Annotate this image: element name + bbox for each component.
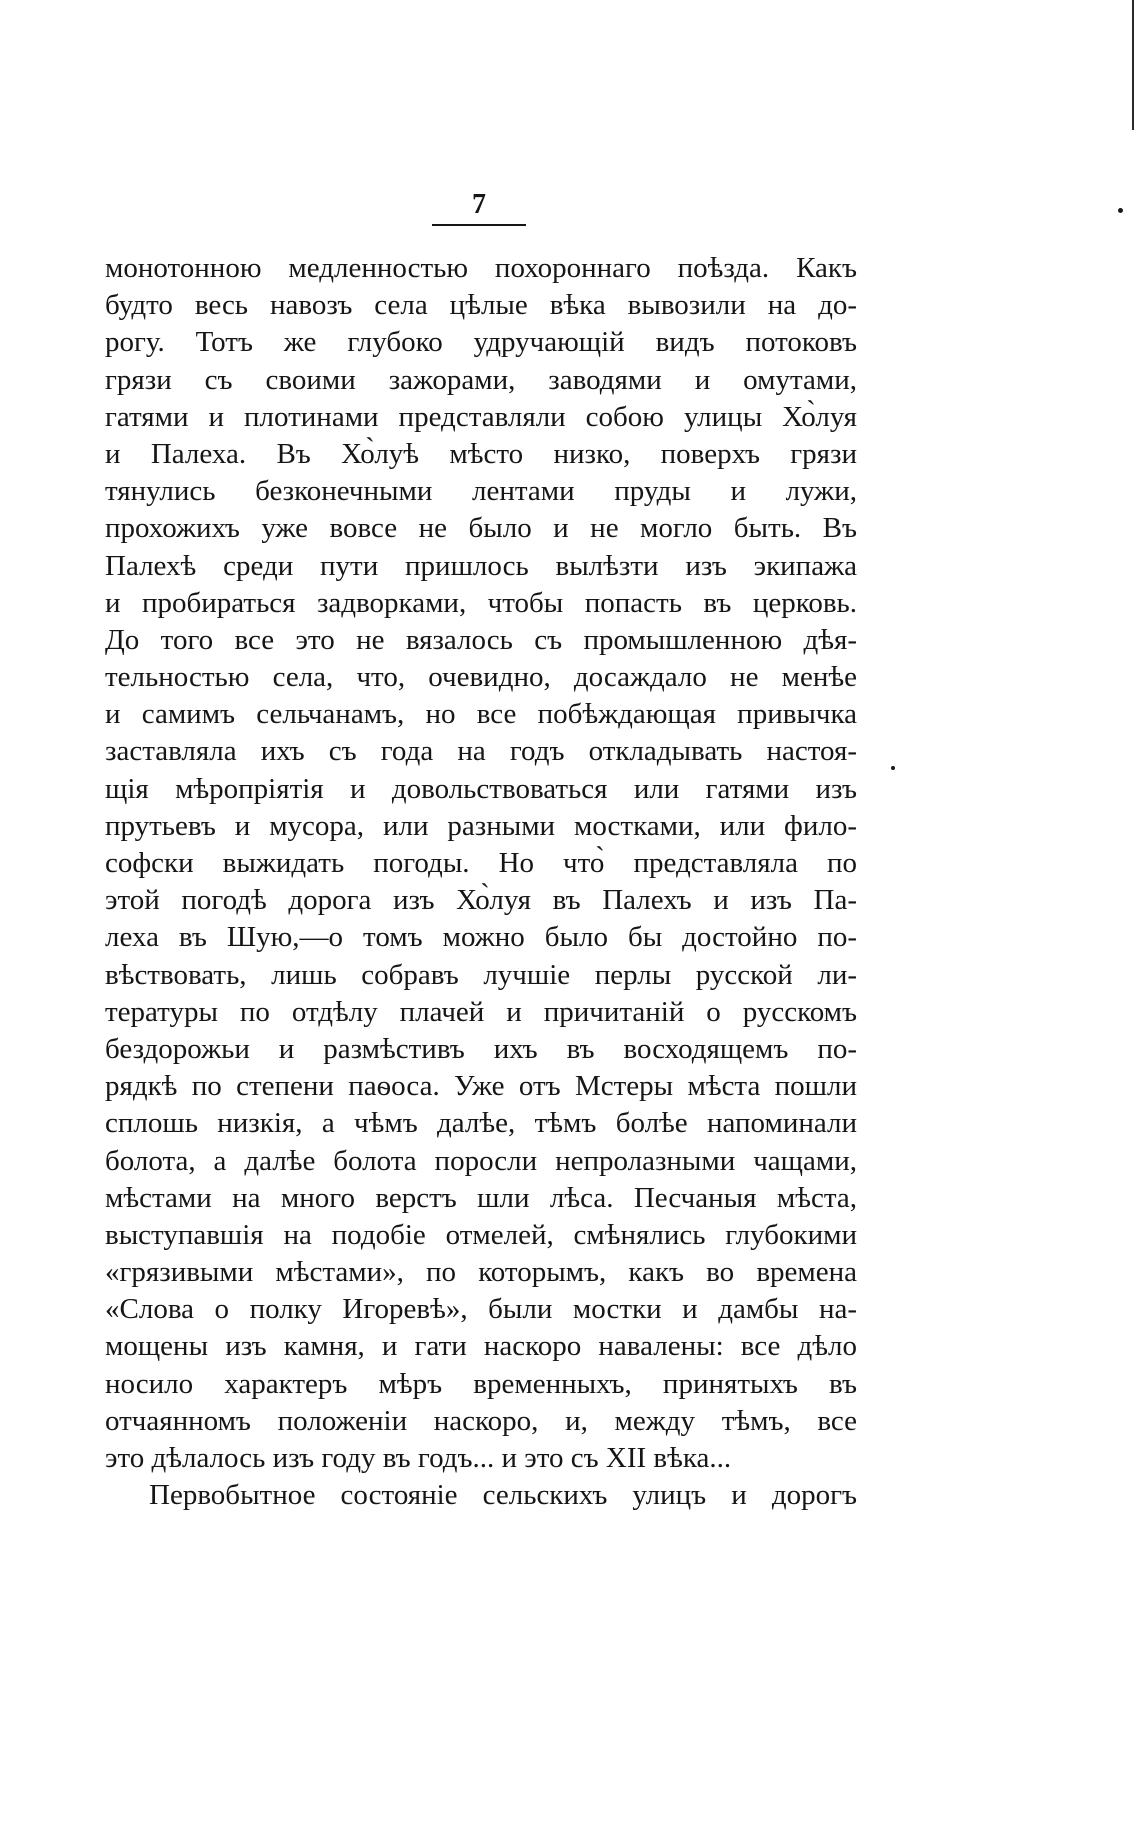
text-line: и Палеха. Въ Хо̀луѣ мѣсто низко, поверхъ грязи bbox=[105, 437, 857, 470]
text-line: сплошь низкія, а чѣмъ далѣе, тѣмъ болѣе напоминали bbox=[105, 1107, 857, 1140]
text-line: мѣстами на много верстъ шли лѣса. Песчаныя мѣста, bbox=[105, 1181, 857, 1214]
text-line: «Слова о полку Игоревѣ», были мостки и дамбы на- bbox=[105, 1293, 857, 1326]
text-line: рядкѣ по степени паѳоса. Уже отъ Мстеры мѣста пошли bbox=[105, 1070, 857, 1103]
text-line: этой погодѣ дорога изъ Хо̀луя въ Палехъ и изъ Па- bbox=[105, 884, 857, 917]
text-line: гатями и плотинами представляли собою улицы Хо̀луя bbox=[105, 400, 857, 433]
text-line: будто весь навозъ села цѣлые вѣка вывозили на до- bbox=[105, 289, 857, 322]
text-line: и пробираться задворками, чтобы попасть въ церковь. bbox=[105, 586, 857, 619]
page-number: 7 bbox=[472, 189, 486, 220]
scan-speck bbox=[891, 766, 895, 770]
text-line: рогу. Тотъ же глубоко удручающій видъ потоковъ bbox=[105, 326, 857, 359]
text-line: вѣствовать, лишь собравъ лучшіе перлы русской ли- bbox=[105, 958, 857, 991]
text-line: отчаянномъ положеніи наскоро, и, между тѣмъ, все bbox=[105, 1404, 857, 1437]
text-line: леха въ Шую,—о томъ можно было бы достойно по- bbox=[105, 921, 857, 954]
text-line: Палехѣ среди пути пришлось вылѣзти изъ экипажа bbox=[105, 549, 857, 582]
text-line: «грязивыми мѣстами», по которымъ, какъ во времена bbox=[105, 1256, 857, 1289]
text-line: монотонною медленностью похороннаго поѣзда. Какъ bbox=[105, 252, 857, 284]
text-line: тературы по отдѣлу плачей и причитаній о русскомъ bbox=[105, 995, 857, 1028]
text-line: До того все это не вязалось съ промышленною дѣя- bbox=[105, 623, 857, 656]
text-line: прохожихъ уже вовсе не было и не могло быть. Въ bbox=[105, 512, 857, 545]
text-line: тельностью села, что, очевидно, досаждало не менѣе bbox=[105, 661, 857, 694]
text-line: софски выжидать погоды. Но что̀ представляла по bbox=[105, 847, 857, 879]
page-number-rule bbox=[432, 224, 526, 226]
body-text bbox=[105, 250, 857, 1514]
text-line-paragraph-end: это дѣлалось изъ году въ годъ... и это съ XII вѣка... bbox=[105, 1442, 732, 1474]
text-line: мощены изъ камня, и гати наскоро навалены: все дѣло bbox=[105, 1330, 857, 1363]
text-line: носило характеръ мѣръ временныхъ, принятыхъ въ bbox=[105, 1367, 857, 1400]
text-line: грязи съ своими зажорами, заводями и омутами, bbox=[105, 363, 857, 396]
scan-edge-line bbox=[1132, 0, 1134, 130]
text-line: и самимъ сельчанамъ, но все побѣждающая привычка bbox=[105, 698, 857, 731]
text-line: заставляла ихъ съ года на годъ откладывать настоя- bbox=[105, 735, 857, 768]
scan-speck bbox=[1118, 208, 1123, 213]
text-line: выступавшія на подобіе отмелей, смѣнялись глубокими bbox=[105, 1218, 857, 1251]
text-line: бездорожьи и размѣстивъ ихъ въ восходящемъ по- bbox=[105, 1032, 857, 1065]
text-line: щія мѣропріятія и довольствоваться или гатями изъ bbox=[105, 772, 857, 805]
text-line: тянулись безконечными лентами пруды и лужи, bbox=[105, 475, 857, 508]
text-line: прутьевъ и мусора, или разными мостками, или фило- bbox=[105, 809, 857, 842]
text-line-paragraph-start: Первобытное состояніе сельскихъ улицъ и дорогъ bbox=[149, 1479, 857, 1512]
text-line: болота, а далѣе болота поросли непролазными чащами, bbox=[105, 1144, 857, 1177]
